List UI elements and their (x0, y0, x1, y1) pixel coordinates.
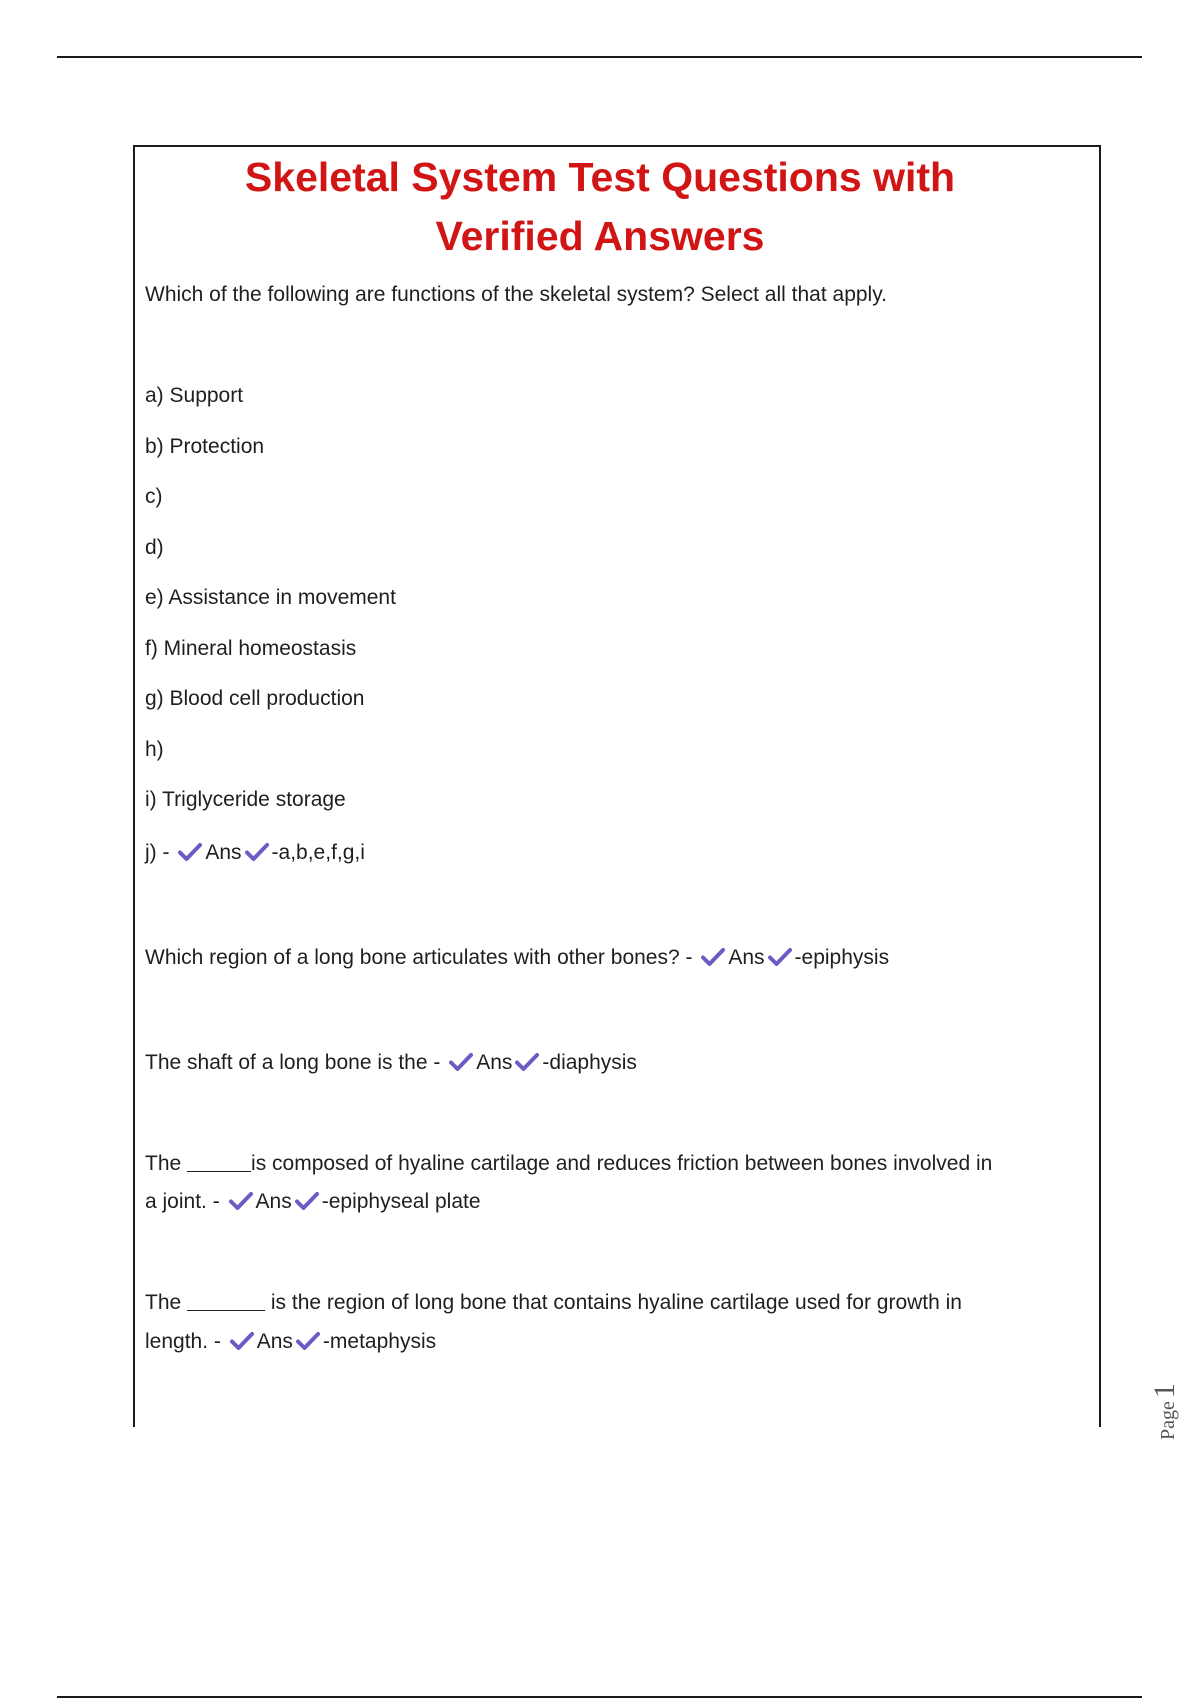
question-4-text-before: The (145, 1152, 182, 1175)
question-4-text-after: is composed of hyaline cartilage and reduces friction between bones involved in (251, 1152, 993, 1175)
checkmark-icon (230, 1331, 254, 1351)
question-5-line2-prefix: length. - (145, 1330, 221, 1353)
checkmark-icon (295, 1191, 319, 1211)
option-h: h) (145, 738, 164, 761)
ans-label: Ans (476, 1051, 513, 1074)
option-i: i) Triglyceride storage (145, 788, 346, 811)
ans-label: Ans (728, 946, 765, 969)
fill-blank (187, 1153, 251, 1172)
ans-label: Ans (205, 841, 242, 864)
option-f: f) Mineral homeostasis (145, 637, 357, 660)
ans-label: Ans (256, 1330, 293, 1353)
checkmark-icon (701, 947, 725, 967)
option-a: a) Support (145, 384, 244, 407)
question-4-line2 (145, 1189, 481, 1215)
option-j-prefix: j) - (145, 841, 170, 864)
footer-rule (57, 1696, 1142, 1698)
page-label: Page (1157, 1401, 1179, 1440)
option-g: g) Blood cell production (145, 687, 365, 710)
question-3 (145, 1050, 637, 1076)
answer-text: -a,b,e,f,g,i (271, 841, 365, 864)
question-5-line2 (145, 1329, 436, 1355)
question-4-line2-prefix: a joint. - (145, 1190, 220, 1213)
page-title-line2: Verified Answers (435, 213, 765, 259)
answer-text: -epiphysis (794, 946, 890, 969)
question-2 (145, 945, 889, 971)
option-e: e) Assistance in movement (145, 586, 396, 609)
content-frame (133, 145, 1101, 1427)
checkmark-icon (229, 1191, 253, 1211)
question-5-line1 (145, 1290, 962, 1316)
ans-label: Ans (255, 1190, 292, 1213)
question-4-line1 (145, 1151, 992, 1177)
checkmark-icon (515, 1052, 539, 1072)
question-5-text-before: The (145, 1291, 182, 1314)
page-title: Skeletal System Test Questions with (244, 154, 956, 200)
option-d: d) (145, 536, 164, 559)
checkmark-icon (178, 842, 202, 862)
option-b: b) Protection (145, 435, 265, 458)
checkmark-icon (768, 947, 792, 967)
option-c: c) (145, 485, 163, 508)
checkmark-icon (449, 1052, 473, 1072)
checkmark-icon (296, 1331, 320, 1351)
page-digit: 1 (1148, 1383, 1181, 1399)
question-1-text: Which of the following are functions of the skeletal system? Select all that apply. (145, 283, 887, 306)
answer-line-q1 (145, 840, 365, 866)
answer-text: -diaphysis (542, 1051, 637, 1074)
question-2-text: Which region of a long bone articulates with other bones? - (145, 946, 693, 969)
header-rule (57, 56, 1142, 58)
fill-blank (187, 1292, 265, 1311)
checkmark-icon (245, 842, 269, 862)
answer-text: -metaphysis (322, 1330, 437, 1353)
answer-text: -epiphyseal plate (321, 1190, 481, 1213)
question-3-text: The shaft of a long bone is the - (145, 1051, 441, 1074)
question-5-text-after: is the region of long bone that contains hyaline cartilage used for growth in (270, 1291, 962, 1314)
